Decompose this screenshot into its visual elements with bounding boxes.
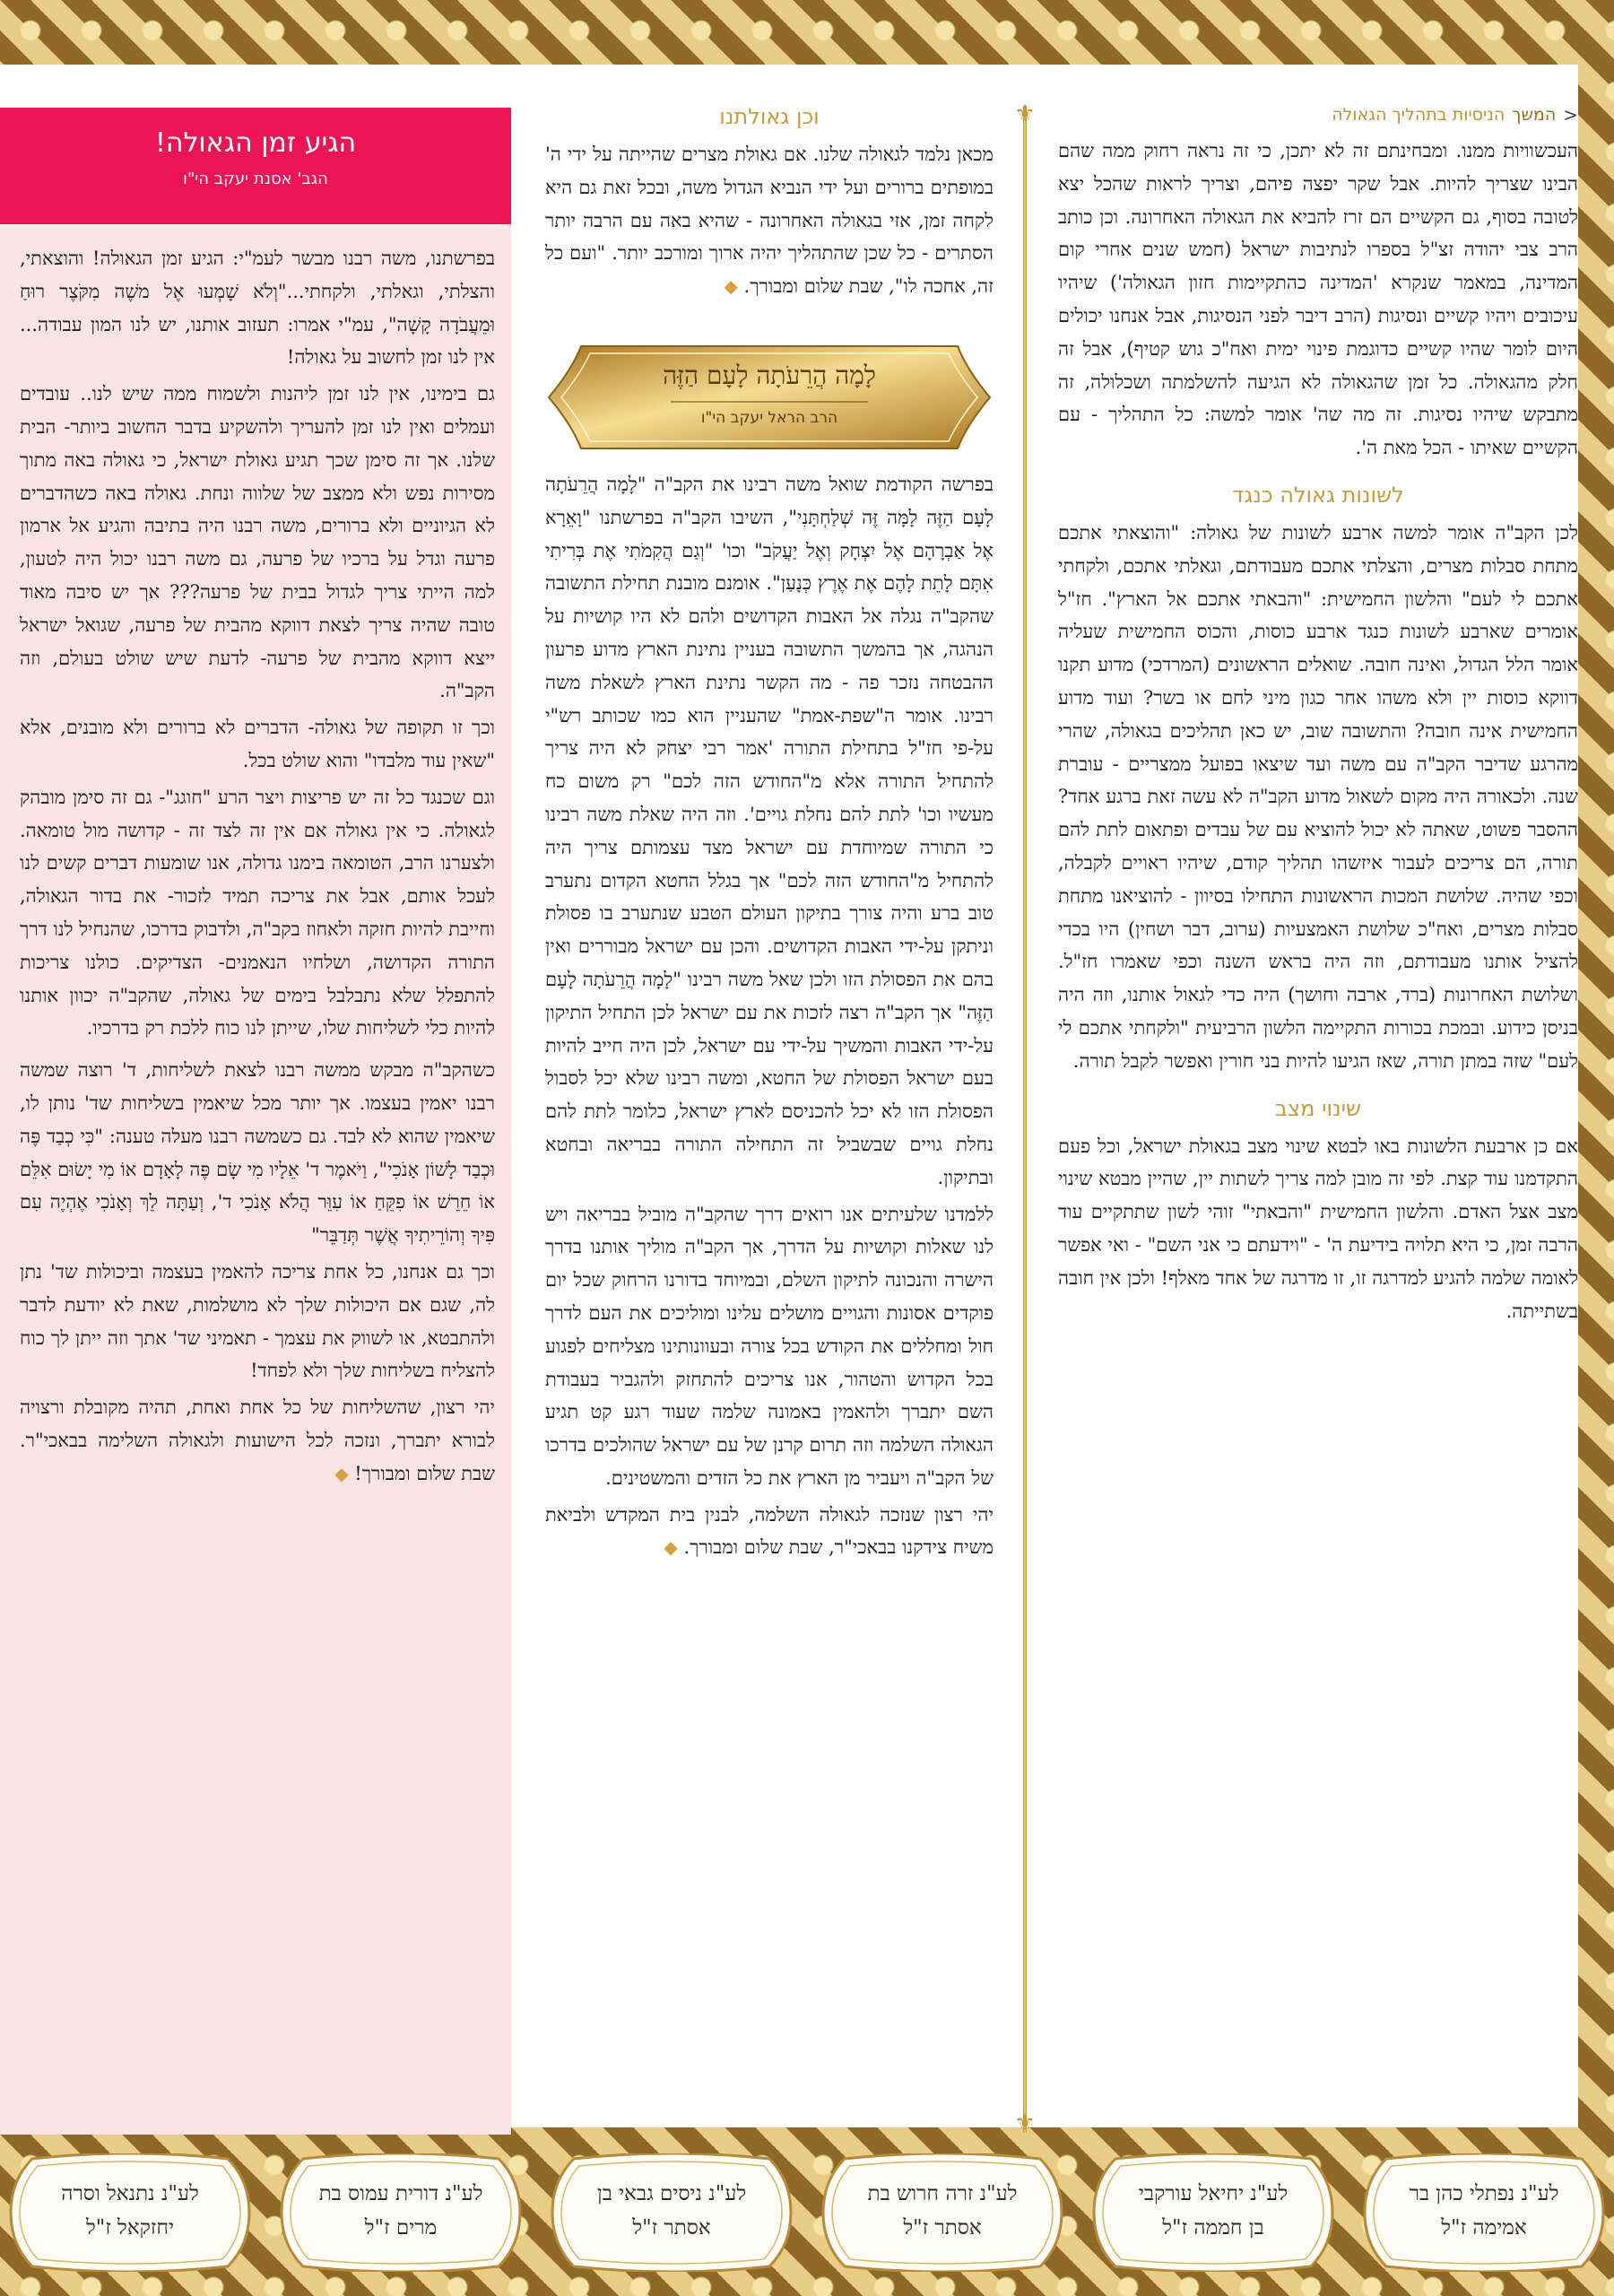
article-paragraph: כשהקב"ה מבקש ממשה רבנו לצאת לשליחות, ד' רוצה שמשה רבנו יאמין בעצמו. אך יותר מכל שיאמין בשליחות שד' נותן לו, שיאמין שהוא לא לבד. גם כשמשה רבנו מעלה טענה: "כִּי כְבַד פֶּה וּכְבַד לָשׁוֹן אָנֹכִי", וַיֹּאמֶר ד' אֵלָיו מִי שָׂם פֶּה לָאָדָם אוֹ מִי יָשׂוּם אִלֵּם אוֹ חֵרֵשׁ אוֹ פִקֵּחַ אוֹ עִוֵּר הֲלֹא אָנֹכִי ד', וְעַתָּה לֵךְ וְאָנֹכִי אֶהְיֶה עִם פִּיךָ וְהוֹרֵיתִיךָ אֲשֶׁר תְּדַבֵּר"	[20, 1059, 495, 1247]
middle-column	[545, 104, 994, 1568]
plaque-line: אסתר ז"ל	[632, 2216, 711, 2239]
article-paragraph: לכן הקב"ה אומר למשה ארבע לשונות של גאולה: "והוצאתי אתכם מתחת סבלות מצרים, והצלתי אתכם מעבודתם, וגאלתי אתכם, ולקחתי אתכם לי לעם" והלשון החמישית: "והבאתי אתכם אל הארץ". חז"ל אומרים שארבע לשונות כנגד ארבע כוסות, והכוס החמישית שעליה אומר הלל הגדול, ואינה חובה. שואלים הראשונים (המרדכי) מדוע תקנו דווקא כוסות יין ולא משהו אחר כגון מיני לחם או בשר? ועוד מדוע החמישית אינה חובה? והתשובה שוב, יש כאן תהליכים בגאולה, שהרי מהרגע שדיבר הקב"ה עם משה ועד שיצאו בפועל ממצריים - עוברת שנה. ולכאורה היה מקום לשאול מדוע הקב"ה לא עשה זאת ברגע אחד? ההסבר פשוט, שאתה לא יכול להוציא עם של עבדים ופתאום לתת להם תורה, הם צריכים לעבור איזשהו תהליך קודם, שיהיו ראויים לקבלה, וכפי שהיה. שלושת המכות הראשונות התחילו בסיוון - להוציאנו מתחת סבלות מצרים, ואח"כ שלושת האמצעיות (ערוב, דבר ושחין) היו בכדי להציל אותנו מעבודתם, וזה היה בראש השנה וכפי שאמרו חז"ל. ושלושת האחרונות (ברד, ארבה וחושך) היה כדי לגאול אותנו, וזה היה בניסן כידוע. ובמכת בכורות התקיימה הלשון הרביעית "ולקחתי אתכם לי לעם" שזה במתן תורה, שאז הגיעו להיות בני חורין ואפשר לקבל תורה.	[1058, 521, 1578, 1072]
article-paragraph: אם כן ארבעת הלשונות באו לבטא שינוי מצב בגאולת ישראל, וכל פעם התקדמנו עוד קצת. לפי זה מובן למה צריך לשתות יין, שהיין מבטא שינוי מצב אצל האדם. והלשון החמישית "והבאתי" זוהי לשון שתתקיים עוד הרבה זמן, כי היא תלויה בידיעת ה' - "וידעתם כי אני השם" - ואי אפשר לאומה שלמה להגיע למדרגה זו, זו מדרגה של אחד מאלף! ולכן אין חובה בשתייתה.	[1058, 1135, 1578, 1322]
plaque-line: יחזקאל ז"ל	[86, 2216, 174, 2239]
article-paragraph: וגם שכנגד כל זה יש פריצות ויצר הרע "חוגג"- גם זה סימן מובהק לגאולה. כי אין גאולה אם אין זה לצד זה - קדושה מול טומאה. ולצערנו הרב, הטומאה בימנו גדולה, אנו שומעות דברים קשים לנו לעכל אותם, אבל את צריכה תמיד לזכור- את בדור הגאולה, וחייבת להיות חזקה ולאחוז בקב"ה, ולדבוק בדרכו, שהנחיל לנו דרך התורה הקדושה, ושלחיו הנאמנים- הצדיקים. כולנו צריכות להתפלל שלא נתבלבל בימים של גאולה, שהקב"ה יכוון אותנו להיות כלי לשליחות שלו, שייתן לנו כוח ללכת רק בדרכיו.	[20, 786, 495, 1039]
right-column	[1058, 104, 1578, 1331]
article-paragraph: בפרשתנו, משה רבנו מבשר לעמ"י: הגיע זמן הגאולה! והוצאתי, והצלתי, וגאלתי, ולקחתי..."וְלֹא שָׁמְעוּ אֶל משֶׁה מִקֹּצֶר רוּחַ וּמֵעֲבֹדָה קָשָׁה", עמ"י אמרו: תעזוב אותנו, יש לנו המון עבודה... אין לנו זמן לחשוב על גאולה!	[20, 248, 495, 369]
article-title: לָמָה הֲרֵעֹתָה לָעָם הַזֶּה	[663, 360, 876, 390]
plaque-line: לע"נ יחיאל עורקבי	[1138, 2182, 1289, 2205]
article-paragraph: ללמדנו שלעיתים אנו רואים דרך שהקב"ה מוביל בבריאה ויש לנו שאלות וקושיות על הדרך, אך הקב"ה מוליך אותנו בדרך הישרה והנכונה לתיקון השלם, ובמיוחד בדורנו הרחוק שכל יום פוקדים אסונות והגויים מושלים עלינו ומוליכים את העם לדרך חול ומחללים את הקודש בכל צורה ובעוונותינו מצליחים לפגוע בכל הקדוש והטהור, אנו צריכים להתחזק ולהגביר בעבודת השם יתברך ולהאמין באמונה שלמה שעוד רגע קט תגיע הגאולה השלמה וזה תרום קרנן של עם ישראל שהולכים בדרכו של הקב"ה ויעביר מן הארץ את כל הזדים והמשטינים.	[545, 1203, 994, 1489]
article-paragraph	[20, 1391, 495, 1490]
section-heading: וכן גאולתנו	[719, 104, 820, 129]
plaque-line: לע"נ ניסים גבאי בן	[596, 2182, 747, 2205]
plaque-line: אסתר ז"ל	[903, 2216, 982, 2239]
memorial-plaque	[5, 2153, 255, 2272]
left-article-body	[20, 242, 495, 1493]
article-paragraph: וכך גם אנחנו, כל אחת צריכה להאמין בעצמה וביכולות שד' נתן לה, שגם אם היכולות שלך לא מושלמות, שאת לא יודעת לדבר ולהתבטא, או לשווק את עצמך - תאמיני שד' אתך וזה ייתן לך כוח להצליח בשליחות שלך ולא לפחד!	[20, 1260, 495, 1382]
memorial-plaques	[0, 2130, 1614, 2296]
article-paragraph: וכך זו תקופה של גאולה- הדברים לא ברורים ולא מובנים, אלא "שאין עוד מלבדו" והוא שולט בכל.	[20, 717, 495, 771]
paragraph-text: יהי רצון שנזכה לגאולה השלמה, לבנין בית המקדש ולביאת משיח צידקנו בבאכי"ר, שבת שלום ומבורך.	[545, 1503, 994, 1559]
plaque-line: בן חממה ז"ל	[1162, 2216, 1264, 2239]
ornament-icon: ⚜	[1014, 100, 1036, 127]
article-banner	[0, 108, 511, 224]
breadcrumb-label: המשך	[1512, 105, 1557, 125]
article-title-box	[545, 343, 994, 452]
plaque-line: לע"נ דורית עמוס בת	[318, 2182, 483, 2205]
article-paragraph: גם בימינו, אין לנו זמן ליהנות ולשמוח ממה שיש לנו.. עובדים ועמלים ואין לנו זמן להעריך ולהשקיע בדבר החשוב ביותר- הבית שלנו. אך זה סימן שכך תגיע גאולת ישראל, כי גאולה באה מתוך מסירות נפש ולא ממצב של שלווה ונחת. גאולה באה כשהדברים לא הגיוניים ולא ברורים, משה רבנו היה בתיבה והגיע אל ארמון פרעה וגדל על ברכיו של פרעה, גם משה רבנו יכול היה לטעון, למה הייתי צריך לגדול בבית של פרעה??? אך יש סיבה מאוד טובה שהיה צריך לצאת דווקא מהבית של פרעה, שגואל ישראל ייצא דווקא מהבית של פרעה- לדעת שיש שולט בעולם, וזה הקב"ה.	[20, 383, 495, 702]
paragraph-text: יהי רצון, שהשליחות של כל אחת ואחת, תהיה מקובלת ורצויה לבורא יתברך, ונזכה לכל הישועות ולגאולה השלימה בבאכי"ר. שבת שלום ומבורך!	[20, 1396, 495, 1484]
memorial-plaque	[276, 2153, 525, 2272]
article-paragraph	[545, 1499, 994, 1565]
plaque-line: אמימה ז"ל	[1441, 2216, 1527, 2239]
memorial-plaque	[547, 2153, 796, 2272]
column-divider	[1023, 106, 1027, 2133]
article-paragraph	[545, 138, 994, 303]
memorial-plaque	[1089, 2153, 1338, 2272]
banner-title: הגיע זמן הגאולה!	[154, 127, 357, 159]
plaque-line: לע"נ זרה חרוש בת	[867, 2182, 1018, 2205]
breadcrumb	[1058, 104, 1578, 126]
article-paragraph: בפרשה הקודמת שואל משה רבינו את הקב"ה "לָמָה הֲרֵעֹתָה לָעָם הַזֶּה לָמָּה זֶּה שְׁלַחְתָּנִי", השיבו הקב"ה בפרשתנו "וָאֵרָא אֶל אַבְרָהָם אֶל יִצְחָק וְאֶל יַעֲקֹב" וכו' "וְגַם הֲקִמֹתִי אֶת בְּרִיתִי אִתָּם לָתֵת לָהֶם אֶת אֶרֶץ כְּנָעַן". אומנם מובנת תחילת התשובה שהקב"ה נגלה אל האבות הקדושים ולהם לא היו קושיות על הנהגה, אך בהמשך התשובה בעניין נתינת הארץ מדוע פרעון ההבטחה נזכר פה - מה הקשר נתינת הארץ לשאלת משה רבינו. אומר ה"שפת-אמת" שהעניין הוא כמו שכותב רש"י על-פי חז"ל בתחילת התורה 'אמר רבי יצחק לא היה צריך להתחיל התורה אלא מ"החודש הזה לכם" רק משום כח מעשיו וכו' לתת להם נחלת גויים'. וזה היה שאלת משה רבינו כי התורה שמיוחדת עם ישראל מצד עצמותם צריך היה להתחיל מ"החודש הזה לכם" אך בגלל החטא הקדום נתערב טוב ברע והיה צורך בתיקון העולם הטבע שנתערב בו פסולת וניתקן על-ידי האבות הקדושים. והכן עם ישראל מבוררים ואין בהם את הפסולת הזו ולכן שאל משה רבינו "לָמָה הֲרֵעֹתָה לָעָם הַזֶּה" אך הקב"ה רצה לזכות את עם ישראל לכן התחיל התיקון על-ידי האבות והמשיך על-ידי עם ישראל, לכן היה חייב להיות בעם ישראל הפסולת של החטא, ומשה רבינו שלא יכל לסבול הפסולת הזו לא יכל להכניסם לארץ ישראל, כלומר לתת להם נחלת גויים שבשביל זה התחילה התורה בבריאה ובחטא ובתיקון.	[545, 473, 994, 1188]
diamond-icon: ◆	[334, 1462, 349, 1484]
memorial-plaque	[1359, 2153, 1609, 2272]
breadcrumb-title: הניסיות בתהליך הגאולה	[1332, 105, 1506, 125]
gold-frame-icon	[545, 343, 994, 452]
back-arrow-icon[interactable]: <	[1563, 104, 1578, 126]
ornament-icon: ⚜	[1014, 2109, 1036, 2136]
diamond-icon: ◆	[664, 1536, 678, 1559]
section-heading: לשונות גאולה כנגד	[1232, 482, 1404, 508]
section-heading: שינוי מצב	[1275, 1095, 1361, 1121]
left-column	[0, 108, 511, 2135]
memorial-plaque	[818, 2153, 1067, 2272]
plaque-line: מרים ז"ל	[364, 2216, 438, 2239]
diamond-icon: ◆	[724, 275, 738, 298]
banner-author: הגב' אסנת יעקב הי"ו	[183, 170, 328, 188]
plaque-line: לע"נ נתנאל וסרה	[61, 2182, 199, 2205]
article-paragraph: העכשוויות ממנו. ומבחינתם זה לא יתכן, כי זה נראה רחוק ממה שהם הבינו שצריך להיות. אבל שקר יפצה פיהם, וצריך לראות שהכל יצא לטובה בסוף, גם הקשיים הם זרז להביא את הגאולה האחרונה. וכן כותב הרב צבי יהודה זצ"ל בספרו לנתיבות ישראל (חמש שנים אחרי קום המדינה, במאמר שנקרא 'המדינה כהתקיימות חזון הגאולה') שיהיו עיכובים ויהיו קשיים ונסיגות (הרב דיבר לפני הנסיגות, אבל אנחנו יכולים היום לומר שהיו קשיים כדוגמת פינוי ימית ואח"כ גוש קטיף), אבל זה חלק מהגאולה. כל זמן שהגאולה לא הגיעה להשלמתה ושכלולה, זה מתבקש שיהיו נסיגות. זה מה שה' אומר למשה: כל התהליך - עם הקשיים שאיתו - הכל מאת ה'.	[1058, 140, 1578, 459]
article-author: הרב הראל יעקב הי"ו	[700, 408, 838, 427]
plaque-line: לע"נ נפתלי כהן בר	[1409, 2182, 1559, 2205]
paragraph-text: מכאן נלמד לגאולה שלנו. אם גאולת מצרים שהייתה על ידי ה' במופתים ברורים ועל ידי הנביא הגדול משה, ובכל זאת גם היא לקחה זמן, אזי בגאולה האחרונה - שהיא באה עם הרבה יותר הסתרים - כל שכן שהתהליך יהיה ארוך ומורכב יותר. "ועם כל זה, אחכה לו", שבת שלום ומבורך.	[545, 144, 994, 298]
